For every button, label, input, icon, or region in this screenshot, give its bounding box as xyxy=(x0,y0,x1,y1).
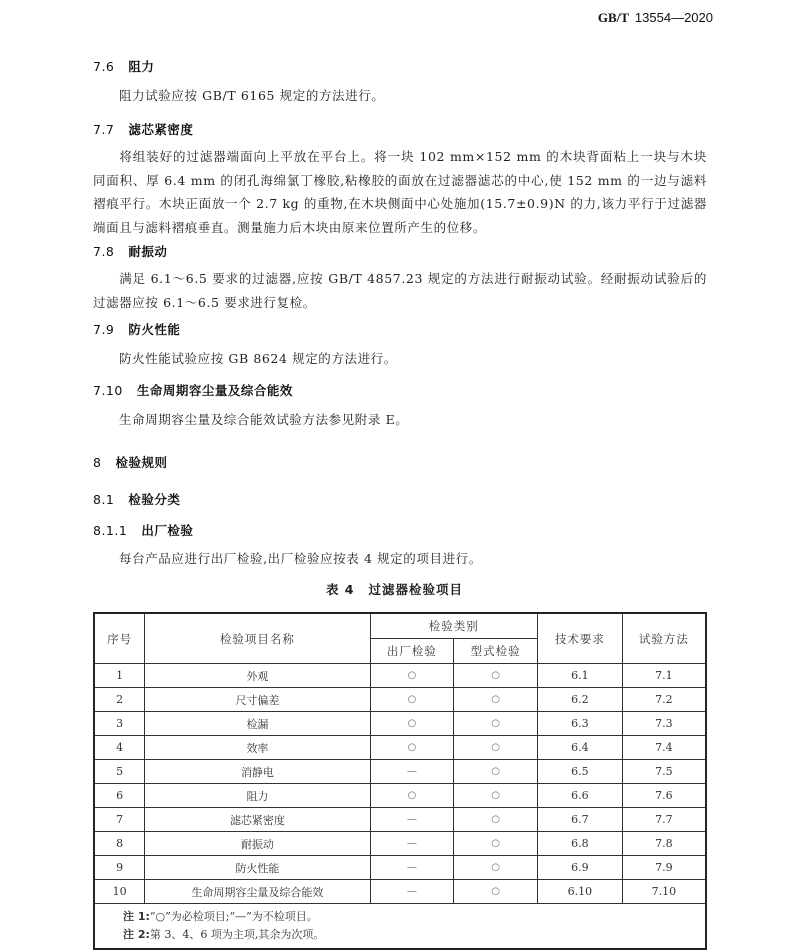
paragraph-text: 每台产品应进行出厂检验,出厂检验应按表 4 规定的项目进行。 xyxy=(119,551,482,566)
cell-test-method: 7.9 xyxy=(622,856,706,880)
cell-test-method: 7.3 xyxy=(622,712,706,736)
section-heading-7-9 xyxy=(93,320,180,338)
cell-tech-req: 6.6 xyxy=(537,784,622,808)
section-number: 7.10 xyxy=(93,383,123,398)
table-row xyxy=(94,760,706,784)
section-heading-8-1-1 xyxy=(93,521,193,539)
cell-type-test: ○ xyxy=(454,760,538,784)
cell-test-method: 7.10 xyxy=(622,880,706,904)
cell-factory-inspection: — xyxy=(370,832,454,856)
cell-tech-req: 6.2 xyxy=(537,688,622,712)
cell-item-name: 尺寸偏差 xyxy=(145,688,370,712)
cell-seq: 2 xyxy=(94,688,145,712)
cell-item-name: 阻力 xyxy=(145,784,370,808)
cell-test-method: 7.5 xyxy=(622,760,706,784)
header-test-method: 试验方法 xyxy=(622,613,706,664)
cell-type-test: ○ xyxy=(454,664,538,688)
cell-item-name: 防火性能 xyxy=(145,856,370,880)
note-text: “○”为必检项目;“—”为不检项目。 xyxy=(149,910,318,923)
cell-factory-inspection: ○ xyxy=(370,688,454,712)
table-header-row xyxy=(94,613,706,639)
section-heading-7-8 xyxy=(93,242,167,260)
inspection-items-table xyxy=(93,612,707,950)
cell-tech-req: 6.1 xyxy=(537,664,622,688)
table-row xyxy=(94,688,706,712)
section-number: 7.7 xyxy=(93,122,115,137)
cell-factory-inspection: ○ xyxy=(370,784,454,808)
cell-seq: 7 xyxy=(94,808,145,832)
section-number: 7.6 xyxy=(93,59,115,74)
paragraph-text: 阻力试验应按 GB/T 6165 规定的方法进行。 xyxy=(119,88,385,103)
cell-test-method: 7.2 xyxy=(622,688,706,712)
section-title: 耐振动 xyxy=(128,244,168,259)
cell-test-method: 7.4 xyxy=(622,736,706,760)
cell-factory-inspection: ○ xyxy=(370,664,454,688)
table-row xyxy=(94,856,706,880)
document-header xyxy=(598,10,713,26)
table-row xyxy=(94,808,706,832)
cell-type-test: ○ xyxy=(454,784,538,808)
section-number: 8 xyxy=(93,455,102,470)
cell-seq: 4 xyxy=(94,736,145,760)
cell-type-test: ○ xyxy=(454,856,538,880)
cell-type-test: ○ xyxy=(454,832,538,856)
cell-seq: 5 xyxy=(94,760,145,784)
table-row xyxy=(94,832,706,856)
note-label: 注 2: xyxy=(123,928,150,941)
table-notes xyxy=(94,904,706,950)
section-title: 防火性能 xyxy=(128,322,181,337)
paragraph-text: 将组装好的过滤器端面向上平放在平台上。将一块 102 mm×152 mm 的木块背面粘上一块与木块同面积、厚 6.4 mm 的闭孔海绵氯丁橡胶,粘橡胶的面放在过滤器滤芯的中心,使 152 mm 的一边与滤料褶痕平行。木块正面放一个 2.7 kg 的重物,在木块侧面中心处施加(15.7±0.9)N 的力,该力平行于过滤器端面且与滤料褶痕垂直。测量施力后木块由原来位置所产生的位移。 xyxy=(93,149,707,235)
cell-type-test: ○ xyxy=(454,880,538,904)
section-heading-8-1 xyxy=(93,490,180,508)
standard-number: 13554—2020 xyxy=(634,10,713,25)
table-note-1 xyxy=(123,908,705,926)
cell-type-test: ○ xyxy=(454,808,538,832)
cell-item-name: 消静电 xyxy=(145,760,370,784)
table-row xyxy=(94,664,706,688)
cell-tech-req: 6.7 xyxy=(537,808,622,832)
cell-factory-inspection: — xyxy=(370,808,454,832)
table-caption-number: 表 4 xyxy=(325,582,355,597)
table-caption xyxy=(0,580,789,598)
cell-seq: 1 xyxy=(94,664,145,688)
cell-test-method: 7.1 xyxy=(622,664,706,688)
section-title: 检验分类 xyxy=(128,492,181,507)
cell-seq: 9 xyxy=(94,856,145,880)
section-number: 8.1.1 xyxy=(93,523,128,538)
table-row xyxy=(94,784,706,808)
cell-seq: 10 xyxy=(94,880,145,904)
table-caption-title: 过滤器检验项目 xyxy=(368,582,464,597)
cell-tech-req: 6.9 xyxy=(537,856,622,880)
section-paragraph-7-7 xyxy=(93,145,707,239)
paragraph-text: 满足 6.1～6.5 要求的过滤器,应按 GB/T 4857.23 规定的方法进行耐振动试验。经耐振动试验后的过滤器应按 6.1～6.5 要求进行复检。 xyxy=(93,271,707,310)
cell-test-method: 7.6 xyxy=(622,784,706,808)
section-paragraph-7-8 xyxy=(93,267,707,314)
cell-item-name: 耐振动 xyxy=(145,832,370,856)
header-factory-inspection: 出厂检验 xyxy=(370,639,454,664)
cell-type-test: ○ xyxy=(454,688,538,712)
section-paragraph-7-6 xyxy=(93,84,707,108)
section-number: 7.8 xyxy=(93,244,115,259)
section-number: 7.9 xyxy=(93,322,115,337)
section-title: 阻力 xyxy=(128,59,155,74)
section-heading-8 xyxy=(93,453,167,471)
table-row xyxy=(94,736,706,760)
section-paragraph-8-1-1 xyxy=(93,547,707,571)
section-title: 生命周期容尘量及综合能效 xyxy=(136,383,293,398)
section-title: 出厂检验 xyxy=(141,523,194,538)
cell-seq: 8 xyxy=(94,832,145,856)
table-row xyxy=(94,712,706,736)
paragraph-text: 生命周期容尘量及综合能效试验方法参见附录 E。 xyxy=(119,412,409,427)
cell-tech-req: 6.10 xyxy=(537,880,622,904)
cell-seq: 6 xyxy=(94,784,145,808)
cell-item-name: 外观 xyxy=(145,664,370,688)
cell-seq: 3 xyxy=(94,712,145,736)
cell-factory-inspection: — xyxy=(370,760,454,784)
cell-type-test: ○ xyxy=(454,712,538,736)
header-type-test: 型式检验 xyxy=(454,639,538,664)
cell-factory-inspection: — xyxy=(370,856,454,880)
cell-item-name: 效率 xyxy=(145,736,370,760)
cell-factory-inspection: ○ xyxy=(370,712,454,736)
cell-factory-inspection: ○ xyxy=(370,736,454,760)
section-paragraph-7-10 xyxy=(93,408,707,432)
section-title: 检验规则 xyxy=(115,455,168,470)
table-note-2 xyxy=(123,926,705,944)
header-tech-req: 技术要求 xyxy=(537,613,622,664)
header-item-name: 检验项目名称 xyxy=(145,613,370,664)
cell-tech-req: 6.5 xyxy=(537,760,622,784)
paragraph-text: 防火性能试验应按 GB 8624 规定的方法进行。 xyxy=(119,351,397,366)
cell-test-method: 7.8 xyxy=(622,832,706,856)
cell-item-name: 生命周期容尘量及综合能效 xyxy=(145,880,370,904)
header-category: 检验类别 xyxy=(370,613,537,639)
cell-tech-req: 6.8 xyxy=(537,832,622,856)
section-heading-7-7 xyxy=(93,120,193,138)
table-row xyxy=(94,880,706,904)
note-label: 注 1: xyxy=(123,910,150,923)
note-text: 第 3、4、6 项为主项,其余为次项。 xyxy=(149,928,325,941)
cell-item-name: 检漏 xyxy=(145,712,370,736)
cell-factory-inspection: — xyxy=(370,880,454,904)
standard-prefix: GB/T xyxy=(597,10,629,25)
header-seq: 序号 xyxy=(94,613,145,664)
cell-tech-req: 6.4 xyxy=(537,736,622,760)
cell-item-name: 滤芯紧密度 xyxy=(145,808,370,832)
section-heading-7-10 xyxy=(93,381,293,399)
cell-type-test: ○ xyxy=(454,736,538,760)
section-paragraph-7-9 xyxy=(93,347,707,371)
cell-test-method: 7.7 xyxy=(622,808,706,832)
table-notes-row xyxy=(94,904,706,950)
section-heading-7-6 xyxy=(93,57,154,75)
section-number: 8.1 xyxy=(93,492,115,507)
section-title: 滤芯紧密度 xyxy=(128,122,194,137)
cell-tech-req: 6.3 xyxy=(537,712,622,736)
